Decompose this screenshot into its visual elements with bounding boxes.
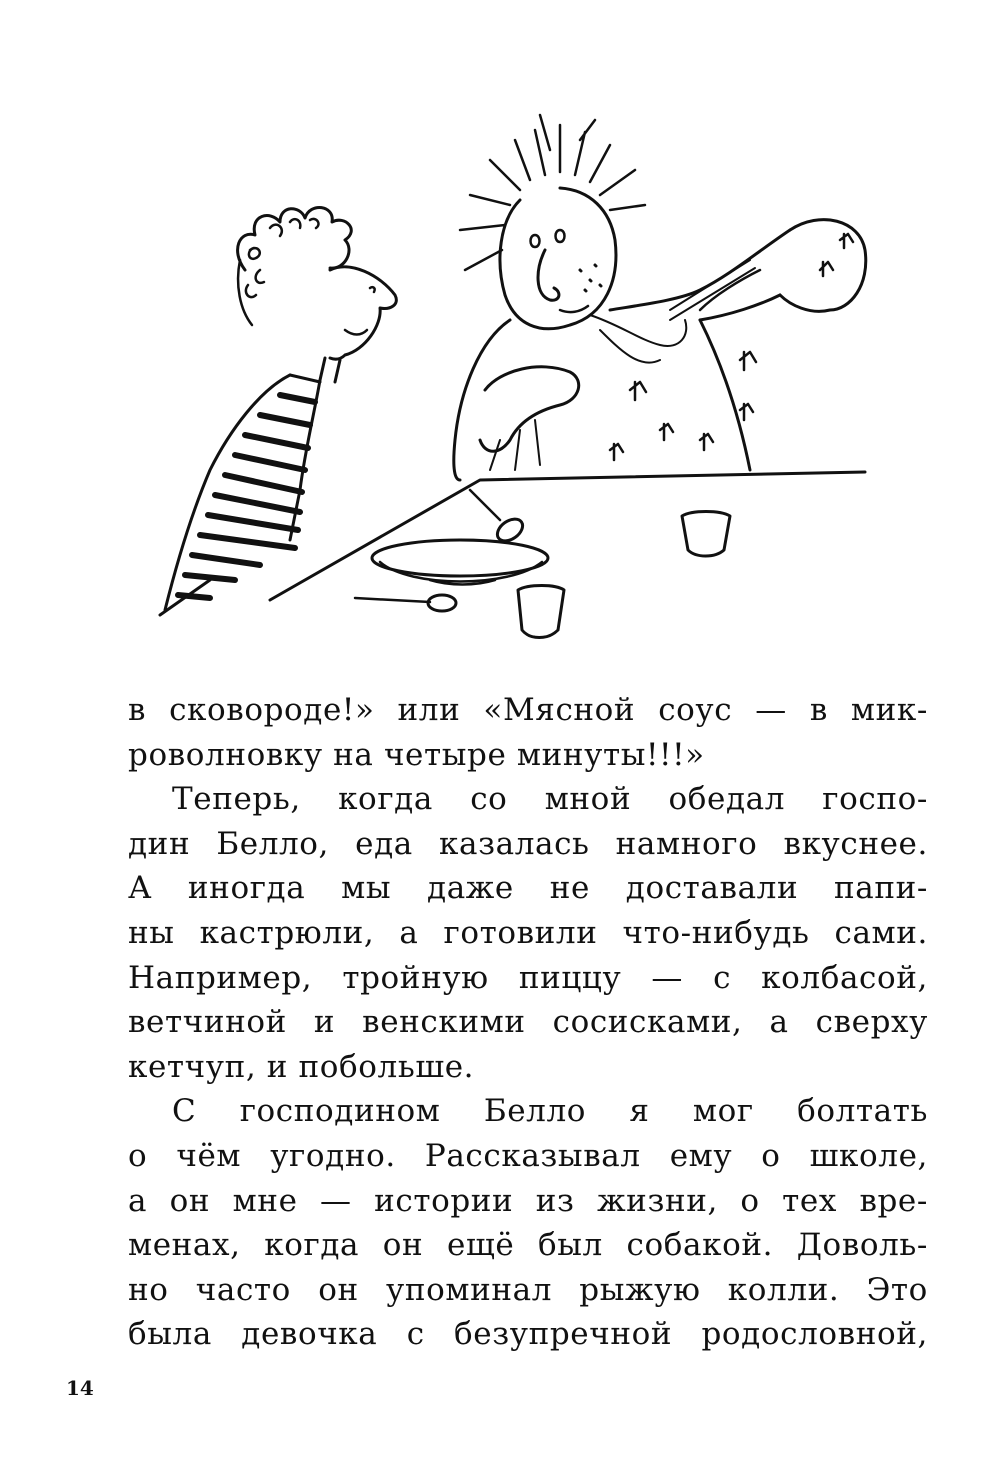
text-line: но часто он упоминал рыжую колли. Это xyxy=(128,1271,928,1308)
boy-figure xyxy=(165,207,396,610)
text-line: С господином Белло я мог болтать xyxy=(172,1093,928,1130)
soup-plate xyxy=(372,540,548,585)
illustration xyxy=(140,110,880,670)
text-line: в сковороде!» или «Мясной соус — в мик- xyxy=(128,692,928,728)
text-line: Теперь, когда со мной обедал госпо- xyxy=(172,781,928,818)
text-line: А иногда мы даже не доставали папи- xyxy=(128,870,928,907)
text-line: была девочка с безупречной родословной, xyxy=(128,1316,928,1353)
cup xyxy=(518,586,564,638)
spoon xyxy=(470,490,527,545)
text-line: о чём угодно. Рассказывал ему о школе, xyxy=(128,1137,928,1174)
page-number: 14 xyxy=(66,1376,94,1400)
text-line: кетчуп, и побольше. xyxy=(128,1048,475,1085)
text-line: ны кастрюли, а готовили что-нибудь сами. xyxy=(128,914,928,951)
text-line: ветчиной и венскими сосисками, а сверху xyxy=(128,1004,928,1041)
cup xyxy=(682,512,730,557)
text-line: роволновку на четыре минуты!!!» xyxy=(128,736,705,773)
text-line: менах, когда он ещё был собакой. Доволь- xyxy=(128,1227,928,1264)
spoon xyxy=(355,595,456,611)
text-line: а он мне — истории из жизни, о тех вре- xyxy=(128,1182,928,1219)
text-line: Например, тройную пиццу — с колбасой, xyxy=(128,959,928,996)
man-figure xyxy=(454,115,866,480)
body-text xyxy=(128,688,928,1357)
text-line: дин Белло, еда казалась намного вкуснее. xyxy=(128,825,928,862)
